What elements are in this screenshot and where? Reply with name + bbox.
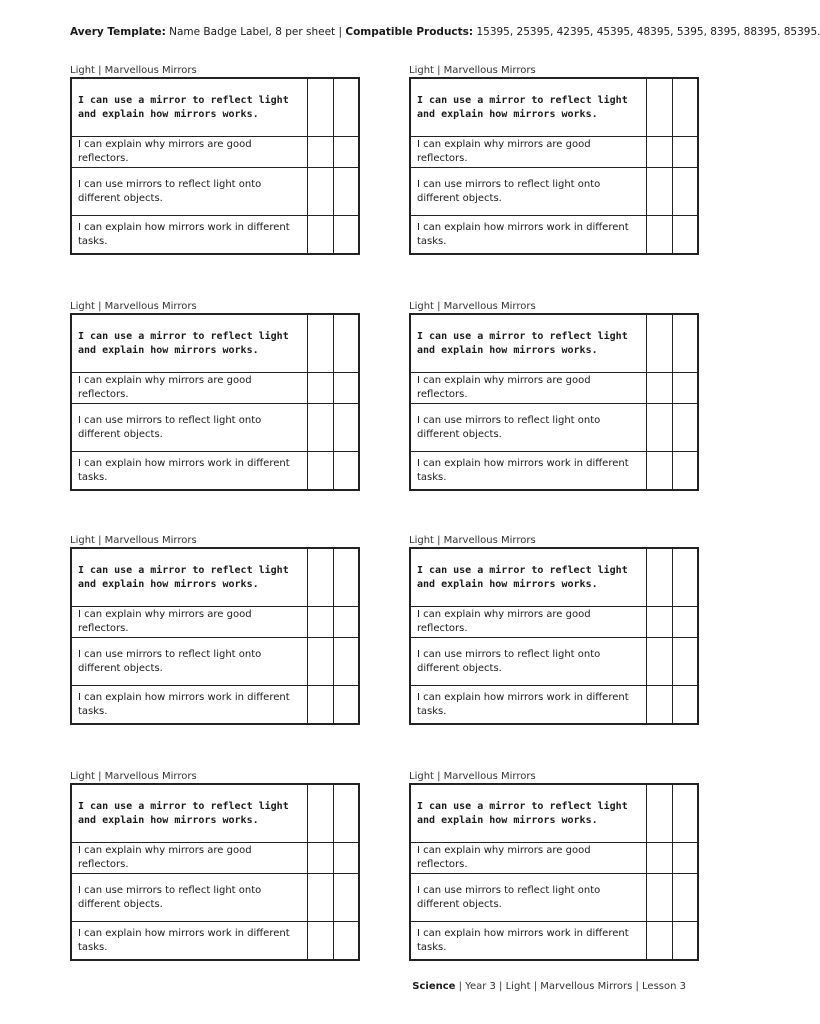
checklist-row xyxy=(410,168,698,216)
tick-box[interactable] xyxy=(646,373,672,404)
badge-label xyxy=(409,300,699,483)
criterion-text: I can explain how mirrors work in different tasks. xyxy=(71,216,307,255)
tick-box[interactable] xyxy=(333,874,359,922)
criterion-text: I can explain why mirrors are good reflectors. xyxy=(71,137,307,168)
tick-box[interactable] xyxy=(307,843,333,874)
checklist-row xyxy=(410,314,698,373)
criterion-text: I can use mirrors to reflect light onto different objects. xyxy=(71,874,307,922)
tick-box[interactable] xyxy=(672,686,698,725)
tick-box[interactable] xyxy=(646,78,672,137)
checklist-row xyxy=(410,137,698,168)
checklist-row xyxy=(71,874,359,922)
checklist-table xyxy=(409,547,699,725)
checklist-row xyxy=(71,843,359,874)
badge-caption: Light | Marvellous Mirrors xyxy=(70,771,197,782)
criterion-text: I can use mirrors to reflect light onto different objects. xyxy=(71,638,307,686)
checklist-row xyxy=(410,922,698,961)
tick-box[interactable] xyxy=(333,404,359,452)
checklist-row xyxy=(71,168,359,216)
checklist-row xyxy=(410,78,698,137)
products-value: 15395, 25395, 42395, 45395, 48395, 5395, 8395, 88395, 85395. xyxy=(473,26,820,38)
criterion-text: I can explain why mirrors are good reflectors. xyxy=(410,843,646,874)
page-header xyxy=(70,26,820,38)
checklist-table xyxy=(409,313,699,491)
checklist-row xyxy=(410,452,698,491)
tick-box[interactable] xyxy=(646,686,672,725)
criterion-text: I can use mirrors to reflect light onto different objects. xyxy=(410,874,646,922)
tick-box[interactable] xyxy=(672,216,698,255)
badge-label xyxy=(409,770,699,953)
checklist-table xyxy=(70,313,360,491)
tick-box[interactable] xyxy=(672,548,698,607)
tick-box[interactable] xyxy=(333,373,359,404)
tick-box[interactable] xyxy=(307,874,333,922)
badge-label xyxy=(409,64,699,247)
tick-box[interactable] xyxy=(333,922,359,961)
page-footer xyxy=(412,981,686,992)
checklist-row xyxy=(71,922,359,961)
objective-text: I can use a mirror to reflect light and explain how mirrors works. xyxy=(410,78,646,137)
tick-box[interactable] xyxy=(333,607,359,638)
badge-label xyxy=(70,300,360,483)
tick-box[interactable] xyxy=(333,784,359,843)
criterion-text: I can explain how mirrors work in different tasks. xyxy=(410,686,646,725)
tick-box[interactable] xyxy=(646,548,672,607)
tick-box[interactable] xyxy=(333,314,359,373)
footer-details: | Year 3 | Light | Marvellous Mirrors | Lesson 3 xyxy=(455,981,686,992)
badge-caption: Light | Marvellous Mirrors xyxy=(409,771,536,782)
badge-caption: Light | Marvellous Mirrors xyxy=(70,65,197,76)
criterion-text: I can explain why mirrors are good reflectors. xyxy=(71,373,307,404)
tick-box[interactable] xyxy=(307,78,333,137)
tick-box[interactable] xyxy=(333,216,359,255)
tick-box[interactable] xyxy=(333,168,359,216)
template-label: Avery Template: xyxy=(70,26,166,38)
tick-box[interactable] xyxy=(307,452,333,491)
tick-box[interactable] xyxy=(672,922,698,961)
tick-box[interactable] xyxy=(333,78,359,137)
checklist-row xyxy=(410,216,698,255)
criterion-text: I can explain why mirrors are good reflectors. xyxy=(410,137,646,168)
badge-caption: Light | Marvellous Mirrors xyxy=(70,301,197,312)
criterion-text: I can explain why mirrors are good reflectors. xyxy=(410,607,646,638)
tick-box[interactable] xyxy=(672,607,698,638)
checklist-row xyxy=(71,216,359,255)
tick-box[interactable] xyxy=(646,874,672,922)
tick-box[interactable] xyxy=(333,686,359,725)
criterion-text: I can explain why mirrors are good reflectors. xyxy=(71,843,307,874)
checklist-row xyxy=(71,638,359,686)
objective-text: I can use a mirror to reflect light and explain how mirrors works. xyxy=(71,314,307,373)
tick-box[interactable] xyxy=(646,638,672,686)
checklist-row xyxy=(410,404,698,452)
criterion-text: I can explain how mirrors work in different tasks. xyxy=(71,922,307,961)
objective-text: I can use a mirror to reflect light and explain how mirrors works. xyxy=(410,784,646,843)
tick-box[interactable] xyxy=(307,686,333,725)
checklist-row xyxy=(71,548,359,607)
badge-caption: Light | Marvellous Mirrors xyxy=(409,65,536,76)
checklist-row xyxy=(410,784,698,843)
checklist-row xyxy=(71,784,359,843)
tick-box[interactable] xyxy=(672,78,698,137)
criterion-text: I can explain how mirrors work in different tasks. xyxy=(410,452,646,491)
tick-box[interactable] xyxy=(646,314,672,373)
badge-label xyxy=(70,770,360,953)
checklist-row xyxy=(71,373,359,404)
checklist-row xyxy=(71,314,359,373)
tick-box[interactable] xyxy=(672,404,698,452)
tick-box[interactable] xyxy=(333,452,359,491)
tick-box[interactable] xyxy=(307,216,333,255)
tick-box[interactable] xyxy=(307,638,333,686)
tick-box[interactable] xyxy=(646,137,672,168)
tick-box[interactable] xyxy=(307,314,333,373)
products-label: Compatible Products: xyxy=(345,26,474,38)
tick-box[interactable] xyxy=(307,137,333,168)
objective-text: I can use a mirror to reflect light and explain how mirrors works. xyxy=(71,548,307,607)
tick-box[interactable] xyxy=(672,638,698,686)
checklist-row xyxy=(410,638,698,686)
tick-box[interactable] xyxy=(672,314,698,373)
tick-box[interactable] xyxy=(672,874,698,922)
badge-caption: Light | Marvellous Mirrors xyxy=(409,535,536,546)
template-value: Name Badge Label, 8 per sheet | xyxy=(165,26,346,38)
criterion-text: I can use mirrors to reflect light onto different objects. xyxy=(410,404,646,452)
tick-box[interactable] xyxy=(646,404,672,452)
tick-box[interactable] xyxy=(672,137,698,168)
checklist-row xyxy=(410,373,698,404)
checklist-row xyxy=(410,686,698,725)
tick-box[interactable] xyxy=(646,843,672,874)
checklist-table xyxy=(70,77,360,255)
criterion-text: I can explain how mirrors work in different tasks. xyxy=(71,686,307,725)
tick-box[interactable] xyxy=(333,548,359,607)
tick-box[interactable] xyxy=(672,452,698,491)
checklist-table xyxy=(70,547,360,725)
tick-box[interactable] xyxy=(307,922,333,961)
criterion-text: I can explain why mirrors are good reflectors. xyxy=(71,607,307,638)
checklist-table xyxy=(409,77,699,255)
tick-box[interactable] xyxy=(333,843,359,874)
checklist-row xyxy=(71,607,359,638)
objective-text: I can use a mirror to reflect light and explain how mirrors works. xyxy=(410,548,646,607)
tick-box[interactable] xyxy=(333,137,359,168)
badge-label xyxy=(70,64,360,247)
checklist-row xyxy=(410,548,698,607)
tick-box[interactable] xyxy=(333,638,359,686)
objective-text: I can use a mirror to reflect light and explain how mirrors works. xyxy=(71,78,307,137)
tick-box[interactable] xyxy=(646,784,672,843)
criterion-text: I can explain how mirrors work in different tasks. xyxy=(410,922,646,961)
badge-caption: Light | Marvellous Mirrors xyxy=(70,535,197,546)
checklist-table xyxy=(409,783,699,961)
badge-label xyxy=(409,534,699,717)
tick-box[interactable] xyxy=(672,784,698,843)
tick-box[interactable] xyxy=(646,168,672,216)
criterion-text: I can use mirrors to reflect light onto different objects. xyxy=(71,168,307,216)
tick-box[interactable] xyxy=(646,216,672,255)
checklist-row xyxy=(71,686,359,725)
criterion-text: I can explain how mirrors work in different tasks. xyxy=(71,452,307,491)
tick-box[interactable] xyxy=(307,607,333,638)
objective-text: I can use a mirror to reflect light and explain how mirrors works. xyxy=(410,314,646,373)
tick-box[interactable] xyxy=(672,373,698,404)
criterion-text: I can use mirrors to reflect light onto different objects. xyxy=(71,404,307,452)
criterion-text: I can use mirrors to reflect light onto different objects. xyxy=(410,168,646,216)
criterion-text: I can explain how mirrors work in different tasks. xyxy=(410,216,646,255)
checklist-row xyxy=(71,404,359,452)
tick-box[interactable] xyxy=(672,168,698,216)
checklist-row xyxy=(71,78,359,137)
criterion-text: I can use mirrors to reflect light onto different objects. xyxy=(410,638,646,686)
tick-box[interactable] xyxy=(646,607,672,638)
checklist-row xyxy=(410,843,698,874)
checklist-table xyxy=(70,783,360,961)
checklist-row xyxy=(410,607,698,638)
footer-subject: Science xyxy=(412,981,456,992)
tick-box[interactable] xyxy=(646,922,672,961)
tick-box[interactable] xyxy=(307,784,333,843)
tick-box[interactable] xyxy=(307,373,333,404)
tick-box[interactable] xyxy=(646,452,672,491)
checklist-row xyxy=(410,874,698,922)
tick-box[interactable] xyxy=(672,843,698,874)
tick-box[interactable] xyxy=(307,404,333,452)
criterion-text: I can explain why mirrors are good reflectors. xyxy=(410,373,646,404)
tick-box[interactable] xyxy=(307,548,333,607)
badge-caption: Light | Marvellous Mirrors xyxy=(409,301,536,312)
tick-box[interactable] xyxy=(307,168,333,216)
checklist-row xyxy=(71,137,359,168)
checklist-row xyxy=(71,452,359,491)
badge-label xyxy=(70,534,360,717)
objective-text: I can use a mirror to reflect light and explain how mirrors works. xyxy=(71,784,307,843)
